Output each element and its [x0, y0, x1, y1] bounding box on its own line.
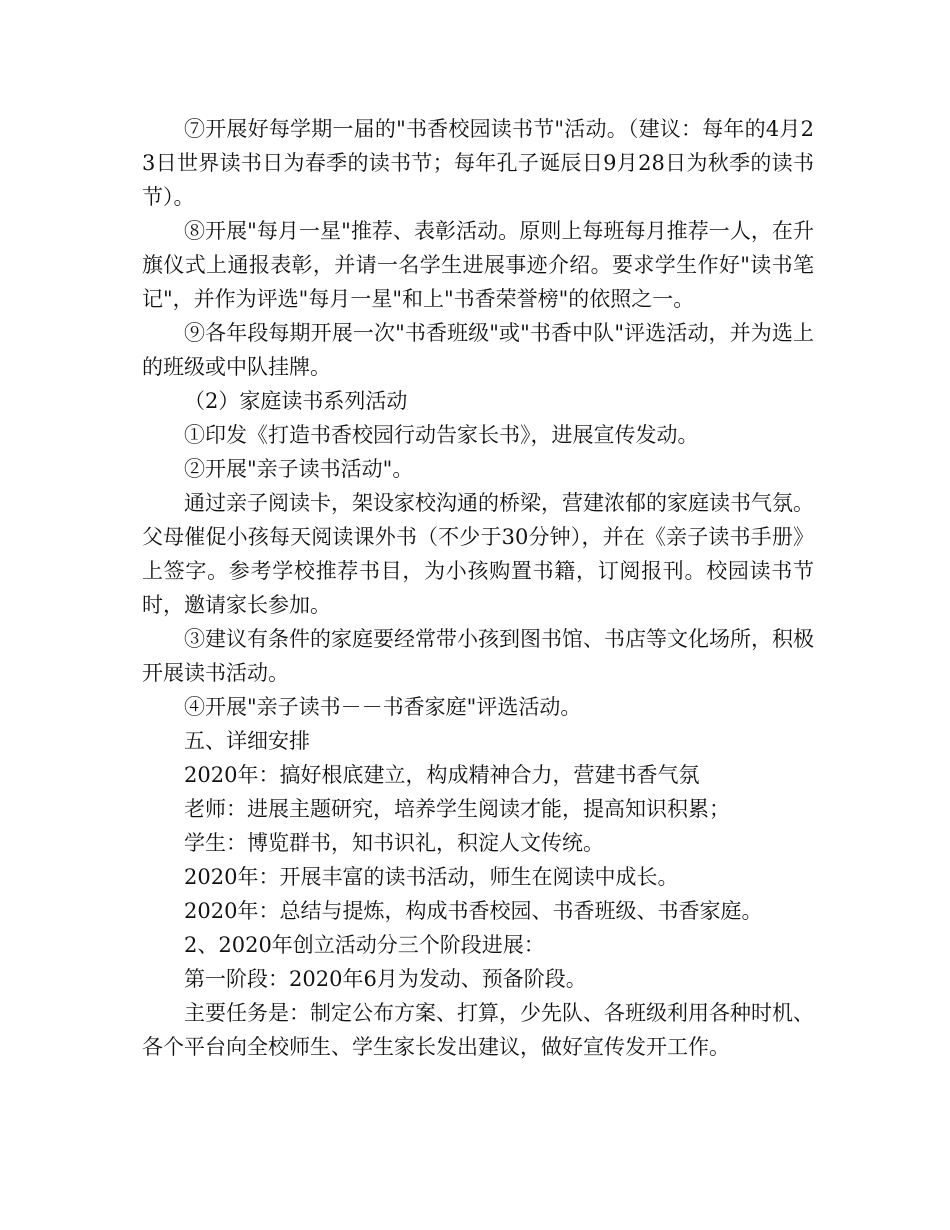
document-body [142, 112, 814, 1064]
paragraph-year-plan-1: 2020年：搞好根底建立，构成精神合力，营建书香气氛 [184, 763, 700, 787]
paragraph-class-selection: ⑨各年段每期开展一次"书香班级"或"书香中队"评选活动，并为选上的班级或中队挂牌。 [142, 321, 814, 379]
paragraph-library-visits: ③建议有条件的家庭要经常带小孩到图书馆、书店等文化场所，积极开展读书活动。 [142, 627, 814, 685]
paragraph-year-plan-3: 2020年：总结与提炼，构成书香校园、书香班级、书香家庭。 [184, 899, 763, 923]
paragraph-teachers: 老师：进展主题研究，培养学生阅读才能，提高知识积累； [184, 797, 730, 821]
heading-detailed-arrangement: 五、详细安排 [184, 729, 310, 753]
paragraph-year-plan-2: 2020年：开展丰富的读书活动，师生在阅读中成长。 [184, 865, 679, 889]
paragraph-monthly-star: ⑧开展"每月一星"推荐、表彰活动。原则上每班每月推荐一人，在升旗仪式上通报表彰，并请一名学生进展事迹介绍。要求学生作好"读书笔记"，并作为评选"每月一星"和上"书香荣誉榜"的依照之一。 [142, 219, 814, 311]
paragraph-parent-letter: ①印发《打造书香校园行动告家长书》，进展宣传发动。 [184, 423, 699, 447]
paragraph-stage-one: 第一阶段：2020年6月为发动、预备阶段。 [184, 967, 587, 991]
paragraph-parent-child-reading: ②开展"亲子读书活动"。 [184, 457, 414, 481]
paragraph-reading-card: 通过亲子阅读卡，架设家校沟通的桥梁，营建浓郁的家庭读书气氛。父母催促小孩每天阅读课外书（不少于30分钟），并在《亲子读书手册》上签字。参考学校推荐书目，为小孩购置书籍，订阅报刊。校园读书节时，邀请家长参加。 [142, 491, 814, 617]
paragraph-reading-festival: ⑦开展好每学期一届的"书香校园读书节"活动。（建议：每年的4月23日世界读书日为春季的读书节；每年孔子诞辰日9月28日为秋季的读书节）。 [142, 117, 814, 209]
heading-family-reading: （2）家庭读书系列活动 [184, 389, 408, 413]
paragraph-family-selection: ④开展"亲子读书－－书香家庭"评选活动。 [184, 695, 582, 719]
paragraph-students: 学生：博览群书，知书识礼，积淀人文传统。 [184, 831, 604, 855]
paragraph-three-stages: 2、2020年创立活动分三个阶段进展： [184, 933, 545, 957]
paragraph-main-tasks: 主要任务是：制定公布方案、打算，少先队、各班级利用各种时机、各个平台向全校师生、学生家长发出建议，做好宣传发开工作。 [142, 1001, 814, 1059]
